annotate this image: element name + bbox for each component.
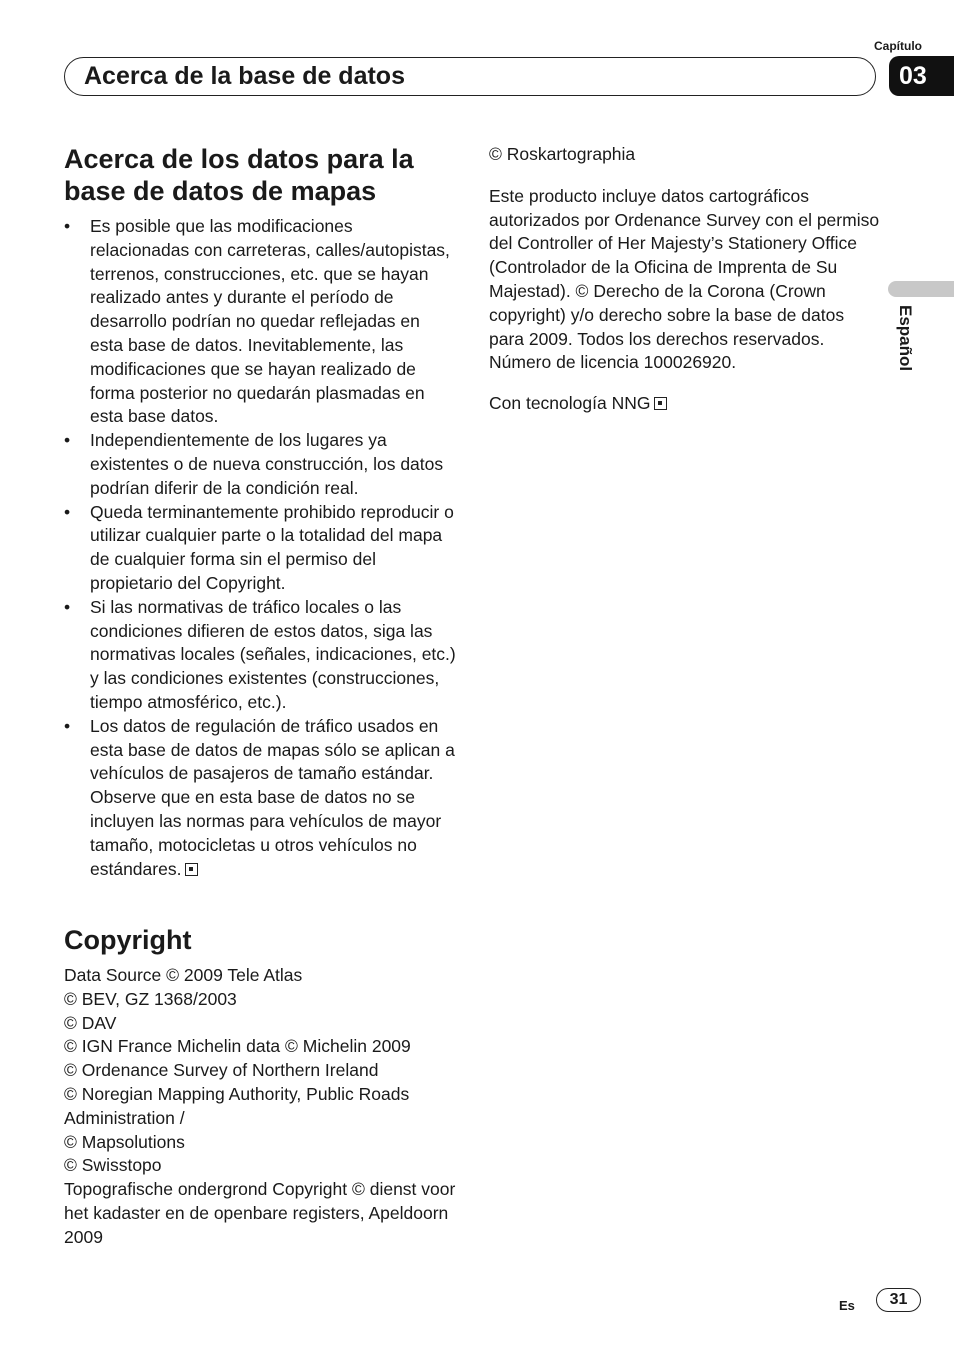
footer-lang-code: Es xyxy=(839,1298,855,1313)
chapter-number-tab: 03 xyxy=(889,56,954,96)
chapter-label: Capítulo xyxy=(874,39,922,53)
copyright-line: Topografische ondergrond Copyright © dienst voor het kadaster en de openbare registers, Apeldoorn 2009 xyxy=(64,1179,456,1247)
list-item: • Los datos de regulación de tráfico usados en esta base de datos de mapas sólo se aplican a vehículos de pasajeros de tamaño estándar. Observe que en esta base de datos no se incluyen las normas para vehículos de mayor tamaño, motocicletas u otros vehículos no estándares. xyxy=(64,715,456,882)
end-of-section-icon xyxy=(185,863,198,876)
copyright-line: © IGN France Michelin data © Michelin 2009 xyxy=(64,1036,411,1057)
bullet-list xyxy=(64,215,456,881)
copyright-line: © Noregian Mapping Authority, Public Roads Administration / xyxy=(64,1083,410,1128)
copyright-line: © BEV, GZ 1368/2003 xyxy=(64,988,237,1009)
copyright-line: © Swisstopo xyxy=(64,1155,162,1176)
page-number: 31 xyxy=(876,1288,921,1312)
copyright-line: © Ordenance Survey of Northern Ireland xyxy=(64,1060,379,1081)
section-heading-map-data: Acerca de los datos para la base de datos de mapas xyxy=(64,144,414,206)
right-column xyxy=(489,143,881,416)
copyright-list xyxy=(64,964,464,1250)
end-of-section-icon xyxy=(654,397,667,410)
page-title: Acerca de la base de datos xyxy=(84,62,405,90)
list-item: • Queda terminantemente prohibido reproducir o utilizar cualquier parte o la totalidad del mapa de cualquier forma sin el permiso del propietario del Copyright. xyxy=(64,501,456,596)
copyright-heading: Copyright xyxy=(64,925,192,955)
list-item: • Es posible que las modificaciones relacionadas con carreteras, calles/autopistas, terrenos, construcciones, etc. que se hayan realizado antes y durante el período de desarrollo podrían no quedar reflejadas en esta base de datos. Inevitablemente, las modificaciones que se hayan realizado de forma posterior no quedarán plasmadas en esta base datos. xyxy=(64,215,456,429)
ordnance-survey-paragraph: Este producto incluye datos cartográficos autorizados por Ordenance Survey con el permiso del Controller of Her Majesty’s Stationery Office (Controlador de la Oficina de Imprenta de Su Majestad). © Derecho de la Corona (Crown copyright) y/o derecho sobre la base de datos para 2009. Todos los derechos reservados. Número de licencia 100026920. xyxy=(489,185,880,373)
language-tab-bar xyxy=(888,281,954,297)
nng-paragraph: Con tecnología NNG xyxy=(489,392,881,416)
copyright-line: © Mapsolutions xyxy=(64,1131,185,1152)
left-column xyxy=(64,143,456,881)
language-tab-label: Español xyxy=(896,305,915,372)
list-item: • Si las normativas de tráfico locales o las condiciones difieren de estos datos, siga las normativas locales (señales, indicaciones, etc.) y las condiciones existentes (construcciones, tiempo atmosférico, etc.). xyxy=(64,596,456,715)
roskartographia-line: © Roskartographia xyxy=(489,144,636,164)
copyright-line: Data Source © 2009 Tele Atlas xyxy=(64,965,303,985)
list-item: • Independientemente de los lugares ya existentes o de nueva construcción, los datos podrían diferir de la condición real. xyxy=(64,429,456,500)
copyright-line: © DAV xyxy=(64,1012,117,1033)
